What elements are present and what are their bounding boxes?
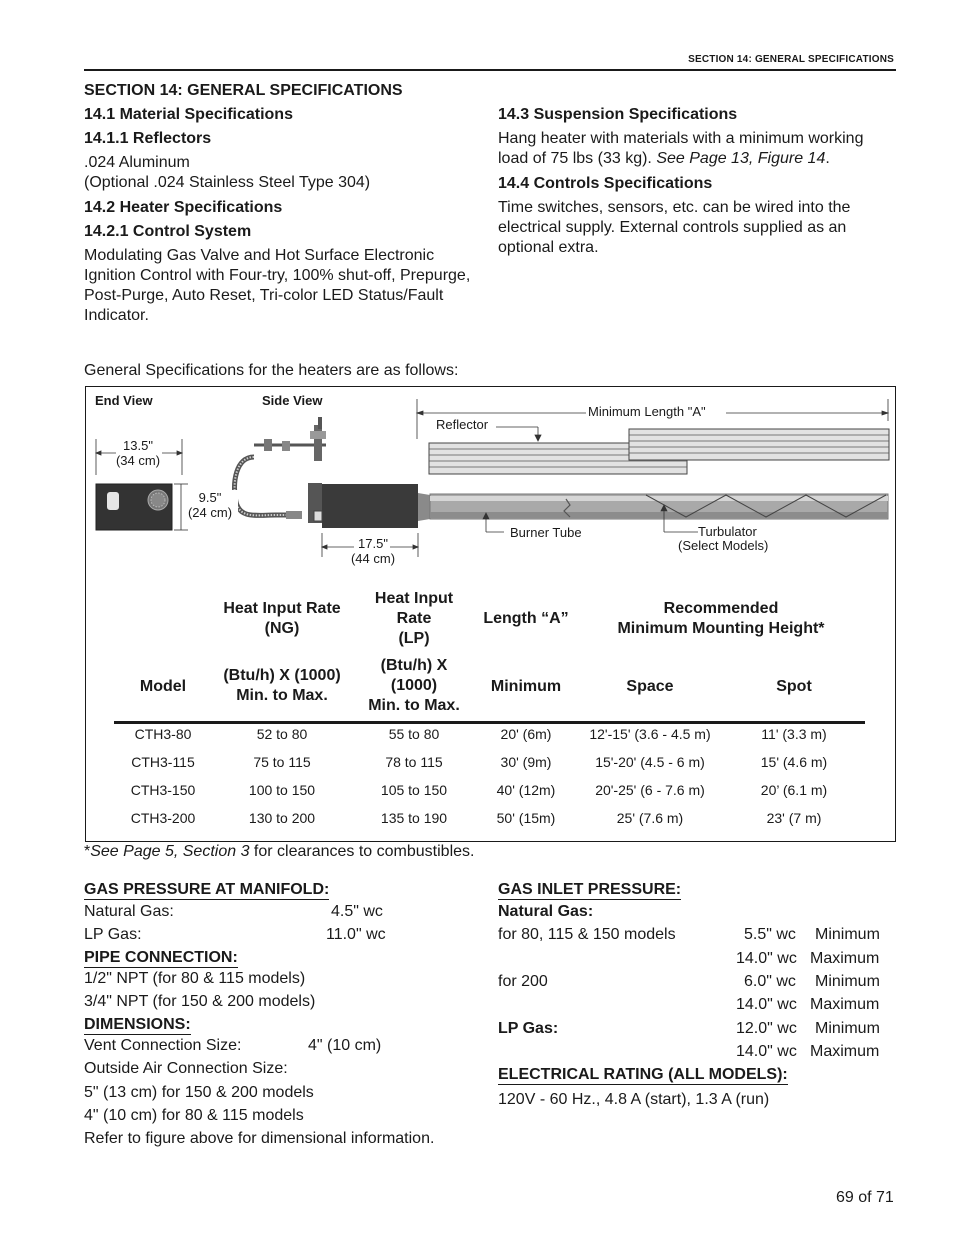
lp-units-line2: (1000) — [390, 677, 438, 694]
outside-air-label: Outside Air Connection Size: — [84, 1060, 288, 1077]
reflector-leader — [496, 427, 541, 441]
control-text: Modulating Gas Valve and Hot Surface Electronic Ignition Control with Four-try, 100% shut-off, Prepurge, Post-Purge, Auto Reset, Tri-color LED Status/Fault Indicator. — [84, 247, 471, 324]
cell-min-length: 20' (6m) — [500, 726, 552, 742]
cell-spot-height: 11' (3.3 m) — [761, 726, 827, 742]
dimensions-refer: Refer to figure above for dimensional information. — [84, 1130, 435, 1147]
manifold-lp-label: LP Gas: — [84, 926, 142, 943]
burner-tube-label: Burner Tube — [510, 525, 582, 540]
manifold-ng-label: Natural Gas: — [84, 903, 174, 920]
inlet-r3-label: for 200 — [498, 973, 548, 990]
dimensions-title — [84, 1016, 191, 1035]
height-header-line1: Recommended — [663, 600, 779, 617]
end-height-in: 9.5" — [198, 490, 222, 505]
gas-manifold-title — [84, 881, 329, 900]
ng-units-line1: (Btu/h) X (1000) — [223, 667, 341, 684]
inlet-r1-kind: Minimum — [815, 926, 880, 943]
left-column — [84, 82, 484, 326]
cell-lp-rate: 135 to 190 — [380, 810, 448, 826]
footnote-star: * — [84, 843, 91, 860]
controls-title: 14.4 Controls Specifications — [498, 175, 713, 192]
end-view-label: End View — [95, 393, 153, 408]
pipe-heading: PIPE CONNECTION: — [84, 949, 238, 966]
cell-space-height: 25' (7.6 m) — [616, 810, 684, 826]
ng-units-line2: Min. to Max. — [236, 687, 328, 704]
lp-header-line2: Rate — [396, 610, 432, 627]
reflector-label: Reflector — [436, 417, 489, 432]
col-length-sub: Minimum — [490, 678, 562, 695]
cell-space-height: 15'-20' (4.5 - 6 m) — [595, 754, 705, 770]
cell-lp-rate: 78 to 115 — [385, 754, 443, 770]
side-view-label: Side View — [262, 393, 323, 408]
ng-header-line1: Heat Input Rate — [223, 600, 341, 617]
cell-model: CTH3-115 — [131, 754, 195, 770]
cell-min-length: 30' (9m) — [500, 754, 552, 770]
end-view-heater — [96, 484, 172, 530]
inlet-r6-kind: Maximum — [810, 1043, 880, 1060]
side-len-cm: (44 cm) — [350, 551, 396, 566]
electrical-text: 120V - 60 Hz., 4.8 A (start), 1.3 A (run) — [498, 1091, 770, 1108]
page-number: 69 of 71 — [836, 1189, 894, 1206]
heater-diagram — [86, 387, 895, 587]
lp-header-line1: Heat Input — [374, 590, 454, 607]
col-spot-header: Spot — [776, 678, 812, 695]
heater-title: 14.2 Heater Specifications — [84, 199, 283, 216]
cell-spot-height: 15' (4.6 m) — [760, 754, 828, 770]
suspension-paragraph: Hang heater with materials with a minimum working load of 75 lbs (33 kg). See Page 13, Figure 14. — [498, 130, 864, 167]
reflector-panels — [429, 429, 889, 474]
cell-lp-rate: 55 to 80 — [388, 726, 440, 742]
col-lp-header — [358, 589, 470, 649]
controls-text: Time switches, sensors, etc. can be wired into the electrical supply. External controls supplied as an optional extra. — [498, 199, 851, 256]
end-height-dim — [182, 490, 238, 520]
inlet-r3-kind: Minimum — [815, 973, 880, 990]
dimensions-heading: DIMENSIONS: — [84, 1016, 191, 1033]
right-column — [498, 106, 898, 258]
col-ng-units — [206, 666, 358, 706]
pipe-title — [84, 949, 238, 968]
footnote-text: for clearances to combustibles. — [249, 843, 475, 860]
cell-ng-rate: 130 to 200 — [248, 810, 316, 826]
electrical-title — [498, 1066, 788, 1085]
cell-lp-rate: 105 to 150 — [380, 782, 448, 798]
min-length-label: Minimum Length "A" — [588, 404, 706, 419]
control-title: 14.2.1 Control System — [84, 223, 252, 240]
col-lp-units — [358, 656, 470, 716]
col-height-header — [586, 599, 856, 639]
spec-figure-box — [85, 386, 896, 842]
lp-units-line3: Min. to Max. — [368, 697, 460, 714]
inlet-r2-kind: Maximum — [810, 950, 880, 967]
pipe-line2: 3/4" NPT (for 150 & 200 models) — [84, 993, 316, 1010]
turbulator-label — [678, 525, 768, 553]
cell-space-height: 12'-15' (3.6 - 4.5 m) — [589, 726, 711, 742]
inlet-r4-kind: Maximum — [810, 996, 880, 1013]
reflectors-line1: .024 Aluminum — [84, 154, 190, 171]
side-length-label — [343, 536, 403, 566]
lp-units-line1: (Btu/h) X — [380, 657, 448, 674]
col-model-header: Model — [139, 678, 187, 695]
material-title: 14.1 Material Specifications — [84, 106, 293, 123]
side-len-in: 17.5" — [358, 536, 388, 551]
inlet-r2-value: 14.0" wc — [736, 950, 797, 967]
turbulator-note: (Select Models) — [678, 538, 769, 553]
col-space-header: Space — [626, 678, 674, 695]
vent-value: 4" (10 cm) — [308, 1037, 382, 1054]
end-height-cm: (24 cm) — [187, 505, 233, 520]
inlet-lp-label: LP Gas: — [498, 1020, 559, 1037]
suspension-title: 14.3 Suspension Specifications — [498, 106, 738, 123]
section-title: SECTION 14: GENERAL SPECIFICATIONS — [84, 82, 403, 99]
outside-air-line2: 4" (10 cm) for 80 & 115 models — [84, 1107, 304, 1124]
vent-label: Vent Connection Size: — [84, 1037, 242, 1054]
cell-spot-height: 20’ (6.1 m) — [760, 782, 828, 798]
cell-model: CTH3-150 — [130, 782, 196, 798]
inlet-r1-label: for 80, 115 & 150 models — [498, 926, 676, 943]
pipe-line1: 1/2" NPT (for 80 & 115 models) — [84, 970, 306, 987]
running-head: SECTION 14: GENERAL SPECIFICATIONS — [688, 54, 894, 65]
height-header-line2: Minimum Mounting Height* — [617, 620, 825, 637]
manifold-ng-value: 4.5" wc — [331, 903, 383, 920]
side-view-heater — [235, 417, 430, 528]
reflectors-title: 14.1.1 Reflectors — [84, 130, 212, 147]
inlet-r1-value: 5.5" wc — [744, 926, 796, 943]
cell-model: CTH3-80 — [134, 726, 192, 742]
ng-header-line2: (NG) — [264, 620, 300, 637]
turbulator-text: Turbulator — [698, 524, 757, 539]
burner-tube — [430, 494, 888, 519]
inlet-r6-value: 14.0" wc — [736, 1043, 797, 1060]
manifold-lp-value: 11.0" wc — [326, 926, 386, 943]
suspension-text: Hang heater with materials with a minimum working load of 75 lbs (33 kg). — [498, 130, 864, 167]
header-rule — [84, 69, 896, 71]
reflectors-line2: (Optional .024 Stainless Steel Type 304) — [84, 174, 371, 191]
gas-manifold-heading: GAS PRESSURE AT MANIFOLD: — [84, 881, 330, 898]
end-width-dim — [110, 438, 166, 468]
electrical-heading: ELECTRICAL RATING (ALL MODELS): — [498, 1066, 788, 1083]
lp-header-line3: (LP) — [398, 630, 430, 647]
cell-ng-rate: 75 to 115 — [253, 754, 311, 770]
inlet-r5-value: 12.0" wc — [736, 1020, 797, 1037]
inlet-ng-label: Natural Gas: — [498, 903, 594, 920]
footnote — [84, 842, 474, 862]
inlet-r3-value: 6.0" wc — [744, 973, 796, 990]
cell-spot-height: 23' (7 m) — [766, 810, 822, 826]
col-length-header: Length “A” — [483, 610, 569, 627]
footnote-ref: See Page 5, Section 3 — [90, 843, 250, 860]
cell-space-height: 20'-25' (6 - 7.6 m) — [595, 782, 705, 798]
cell-model: CTH3-200 — [130, 810, 196, 826]
table-header-rule — [114, 721, 865, 724]
inlet-r5-kind: Minimum — [815, 1020, 880, 1037]
cell-ng-rate: 100 to 150 — [248, 782, 316, 798]
gas-inlet-title — [498, 881, 681, 900]
cell-min-length: 40' (12m) — [496, 782, 556, 798]
suspension-ref: See Page 13, Figure 14 — [656, 150, 826, 167]
col-ng-header — [206, 599, 358, 639]
gas-inlet-heading: GAS INLET PRESSURE: — [498, 881, 682, 898]
inlet-r4-value: 14.0" wc — [736, 996, 797, 1013]
end-width-cm: (34 cm) — [115, 453, 161, 468]
cell-min-length: 50' (15m) — [496, 810, 556, 826]
intro-text: General Specifications for the heaters are as follows: — [84, 362, 459, 379]
cell-ng-rate: 52 to 80 — [256, 726, 308, 742]
end-width-in: 13.5" — [123, 438, 153, 453]
outside-air-line1: 5" (13 cm) for 150 & 200 models — [84, 1084, 314, 1101]
